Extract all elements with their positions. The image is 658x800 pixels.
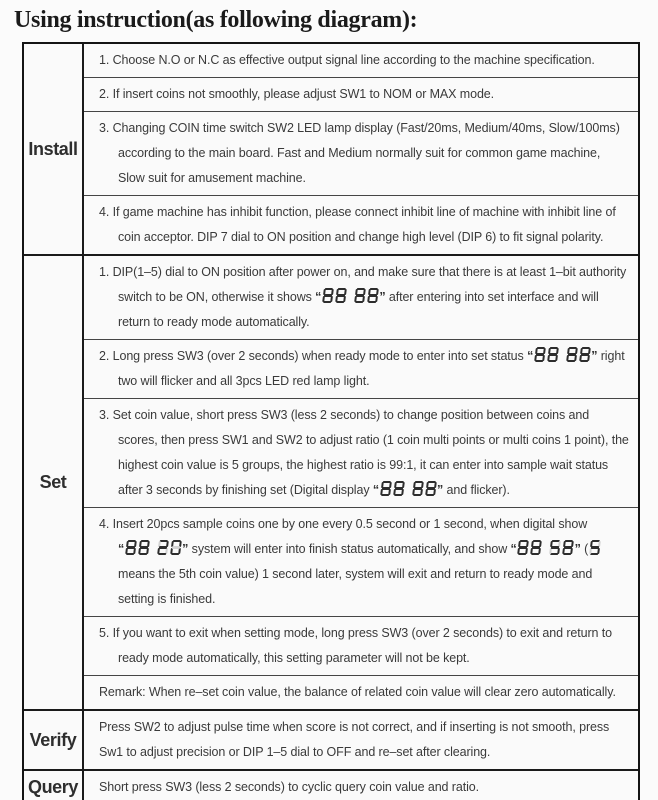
- close-quote: ”: [379, 290, 386, 304]
- segment-g: [172, 546, 180, 548]
- item-number: 2.: [99, 349, 110, 363]
- text-run: If you want to exit when setting mode, long press SW3 (over 2 seconds) to exit and return to ready mode automatically, this setting parameter will not be kept.: [112, 626, 613, 665]
- text-run: Long press SW3 (over 2 seconds) when ready mode to enter into set status: [112, 349, 528, 363]
- section-content: [82, 711, 638, 769]
- segment-d: [531, 553, 539, 555]
- text-run: Set coin value, short press SW3 (less 2 seconds) to change position between coins and scores, then press SW1 and SW2 to adjust ratio (1 coin multi points or multi coins 1 point), the highest coin value is 5 groups, the highest ratio is 99:1, it can enter into sample wait status after 3 seconds by finishing set (Digital display: [112, 408, 629, 497]
- segment-e: [157, 548, 160, 554]
- segment-d: [518, 553, 526, 555]
- instruction-text: [99, 260, 630, 335]
- section-label: Install: [28, 138, 78, 159]
- text-run: means the 5th coin value) 1 second later, system will exit and return to ready mode and setting is finished.: [118, 567, 593, 606]
- segment-g: [564, 546, 572, 548]
- close-quote: ”: [437, 483, 444, 497]
- instruction-item: [84, 507, 638, 616]
- section-verify: [24, 709, 638, 769]
- instruction-item: [84, 111, 638, 195]
- seven-segment-display: [118, 542, 188, 556]
- segment-g: [591, 546, 599, 548]
- text-run: DIP(1–5) dial to ON position after power on, and make sure that there is at least 1–bit authority switch to be ON, otherwise it shows: [112, 265, 627, 304]
- segment-g: [394, 487, 402, 489]
- segment-g: [532, 546, 540, 548]
- instruction-text: [99, 48, 630, 73]
- segment-e: [170, 548, 173, 554]
- seg-digit-8: [367, 288, 379, 303]
- text-run: Choose N.O or N.C as effective output signal line according to the machine specification.: [112, 53, 595, 67]
- text-run: after entering into set interface and will return to ready mode automatically.: [118, 290, 599, 329]
- instruction-item: [84, 771, 638, 800]
- section-content: [82, 771, 638, 800]
- open-quote: “: [527, 349, 534, 363]
- segment-g: [127, 546, 135, 548]
- seg-digit-8: [125, 540, 137, 555]
- seg-digit-2: [157, 540, 169, 555]
- seg-digit-8: [393, 481, 405, 496]
- instruction-text: [99, 344, 630, 394]
- segment-g: [337, 294, 345, 296]
- instruction-text: [99, 775, 630, 800]
- seg-digit-8: [517, 540, 529, 555]
- seg-digit-5: [589, 540, 601, 555]
- instruction-item: [84, 195, 638, 254]
- segment-g: [536, 353, 544, 355]
- instruction-item: [84, 339, 638, 398]
- text-run: Insert 20pcs sample coins one by one every 0.5 second or 1 second, when digital show: [112, 517, 588, 531]
- instruction-text: [99, 82, 630, 107]
- seg-digit-8: [534, 347, 546, 362]
- segment-e: [393, 489, 396, 495]
- seg-digit-8: [412, 481, 424, 496]
- text-run: Press SW2 to adjust pulse time when score is not correct, and if inserting is not smooth, press Sw1 to adjust precision or DIP 1–5 dial to OFF and re–set after clearing.: [99, 720, 610, 759]
- text-run: If insert coins not smoothly, please adjust SW1 to NOM or MAX mode.: [112, 87, 495, 101]
- item-number: 1.: [99, 265, 110, 279]
- open-quote: “: [510, 542, 517, 556]
- segment-g: [549, 353, 557, 355]
- segment-g: [551, 546, 559, 548]
- segment-e: [125, 548, 128, 554]
- seven-segment-display: [373, 483, 443, 497]
- text-run: Changing COIN time switch SW2 LED lamp display (Fast/20ms, Medium/40ms, Slow/100ms) according to the main board. Fast and Medium normally suit for common game machine, Slow suit for amusement machine.: [112, 121, 620, 185]
- seg-digit-8: [380, 481, 392, 496]
- section-set: [24, 254, 638, 709]
- section-install: [24, 44, 638, 254]
- seg-digit-8: [530, 540, 542, 555]
- seg-digit-8: [562, 540, 574, 555]
- text-run: Remark: When re–set coin value, the balance of related coin value will clear zero automatically.: [99, 685, 616, 699]
- item-number: 3.: [99, 408, 110, 422]
- instruction-item: [84, 675, 638, 709]
- section-content: [82, 44, 638, 254]
- page-title: Using instruction(as following diagram):: [14, 7, 418, 33]
- seg-digit-8: [322, 288, 334, 303]
- text-run: Short press SW3 (less 2 seconds) to cyclic query coin value and ratio.: [99, 780, 479, 794]
- segment-e: [425, 489, 428, 495]
- text-run: system will enter into finish status automatically, and show: [188, 542, 511, 556]
- segment-g: [581, 353, 589, 355]
- instruction-item: [84, 398, 638, 507]
- section-label: Verify: [29, 729, 77, 750]
- instruction-text: [99, 512, 630, 612]
- segment-d: [550, 553, 558, 555]
- segment-g: [324, 294, 332, 296]
- section-label: Set: [39, 472, 67, 492]
- seven-segment-display: [511, 542, 581, 556]
- segment-g: [568, 353, 576, 355]
- segment-g: [413, 487, 421, 489]
- section-label: Query: [27, 777, 79, 797]
- seg-digit-8: [547, 347, 559, 362]
- close-quote: ”: [591, 349, 598, 363]
- item-number: 4.: [99, 205, 110, 219]
- item-number: 3.: [99, 121, 110, 135]
- instruction-text: [99, 403, 630, 503]
- item-number: 1.: [99, 53, 110, 67]
- segment-e: [138, 548, 141, 554]
- instruction-item: [84, 256, 638, 339]
- seg-digit-8: [425, 481, 437, 496]
- seg-digit-8: [335, 288, 347, 303]
- instruction-text: [99, 116, 630, 191]
- seg-digit-8: [354, 288, 366, 303]
- instruction-text: [99, 680, 630, 705]
- instruction-item: [84, 44, 638, 77]
- instruction-item: [84, 616, 638, 675]
- item-number: 4.: [99, 517, 110, 531]
- seg-digit-0: [170, 540, 182, 555]
- text-run: (: [580, 542, 589, 556]
- item-number: 5.: [99, 626, 110, 640]
- segment-g: [369, 294, 377, 296]
- seven-segment-display: [588, 542, 601, 556]
- seg-digit-8: [579, 347, 591, 362]
- seven-segment-display: [527, 349, 597, 363]
- instruction-text: [99, 200, 630, 250]
- segment-e: [380, 489, 383, 495]
- segment-e: [412, 489, 415, 495]
- instruction-text: [99, 715, 630, 765]
- section-query: [24, 769, 638, 800]
- seg-digit-8: [138, 540, 150, 555]
- instruction-item: [84, 77, 638, 111]
- open-quote: “: [315, 290, 322, 304]
- instruction-text: [99, 621, 630, 671]
- text-run: If game machine has inhibit function, please connect inhibit line of machine with inhibit line of coin acceptor. DIP 7 dial to ON position and change high level (DIP 6) to fit signal polarity.: [112, 205, 616, 244]
- segment-g: [519, 546, 527, 548]
- segment-g: [356, 294, 364, 296]
- open-quote: “: [372, 483, 380, 497]
- text-run: and flicker).: [443, 483, 510, 497]
- close-quote: ”: [182, 542, 189, 556]
- item-number: 2.: [99, 87, 110, 101]
- segment-g: [426, 487, 434, 489]
- seg-digit-5: [549, 540, 561, 555]
- close-quote: ”: [574, 542, 581, 556]
- segment-g: [159, 546, 167, 548]
- segment-d: [563, 553, 571, 555]
- seven-segment-display: [315, 290, 385, 304]
- seg-digit-8: [566, 347, 578, 362]
- instruction-table: [22, 42, 640, 800]
- segment-g: [381, 487, 389, 489]
- section-content: [82, 256, 638, 709]
- instruction-item: [84, 711, 638, 769]
- segment-g: [140, 546, 148, 548]
- open-quote: “: [118, 542, 125, 556]
- text-run: right two will flicker and all 3pcs LED red lamp light.: [118, 349, 625, 388]
